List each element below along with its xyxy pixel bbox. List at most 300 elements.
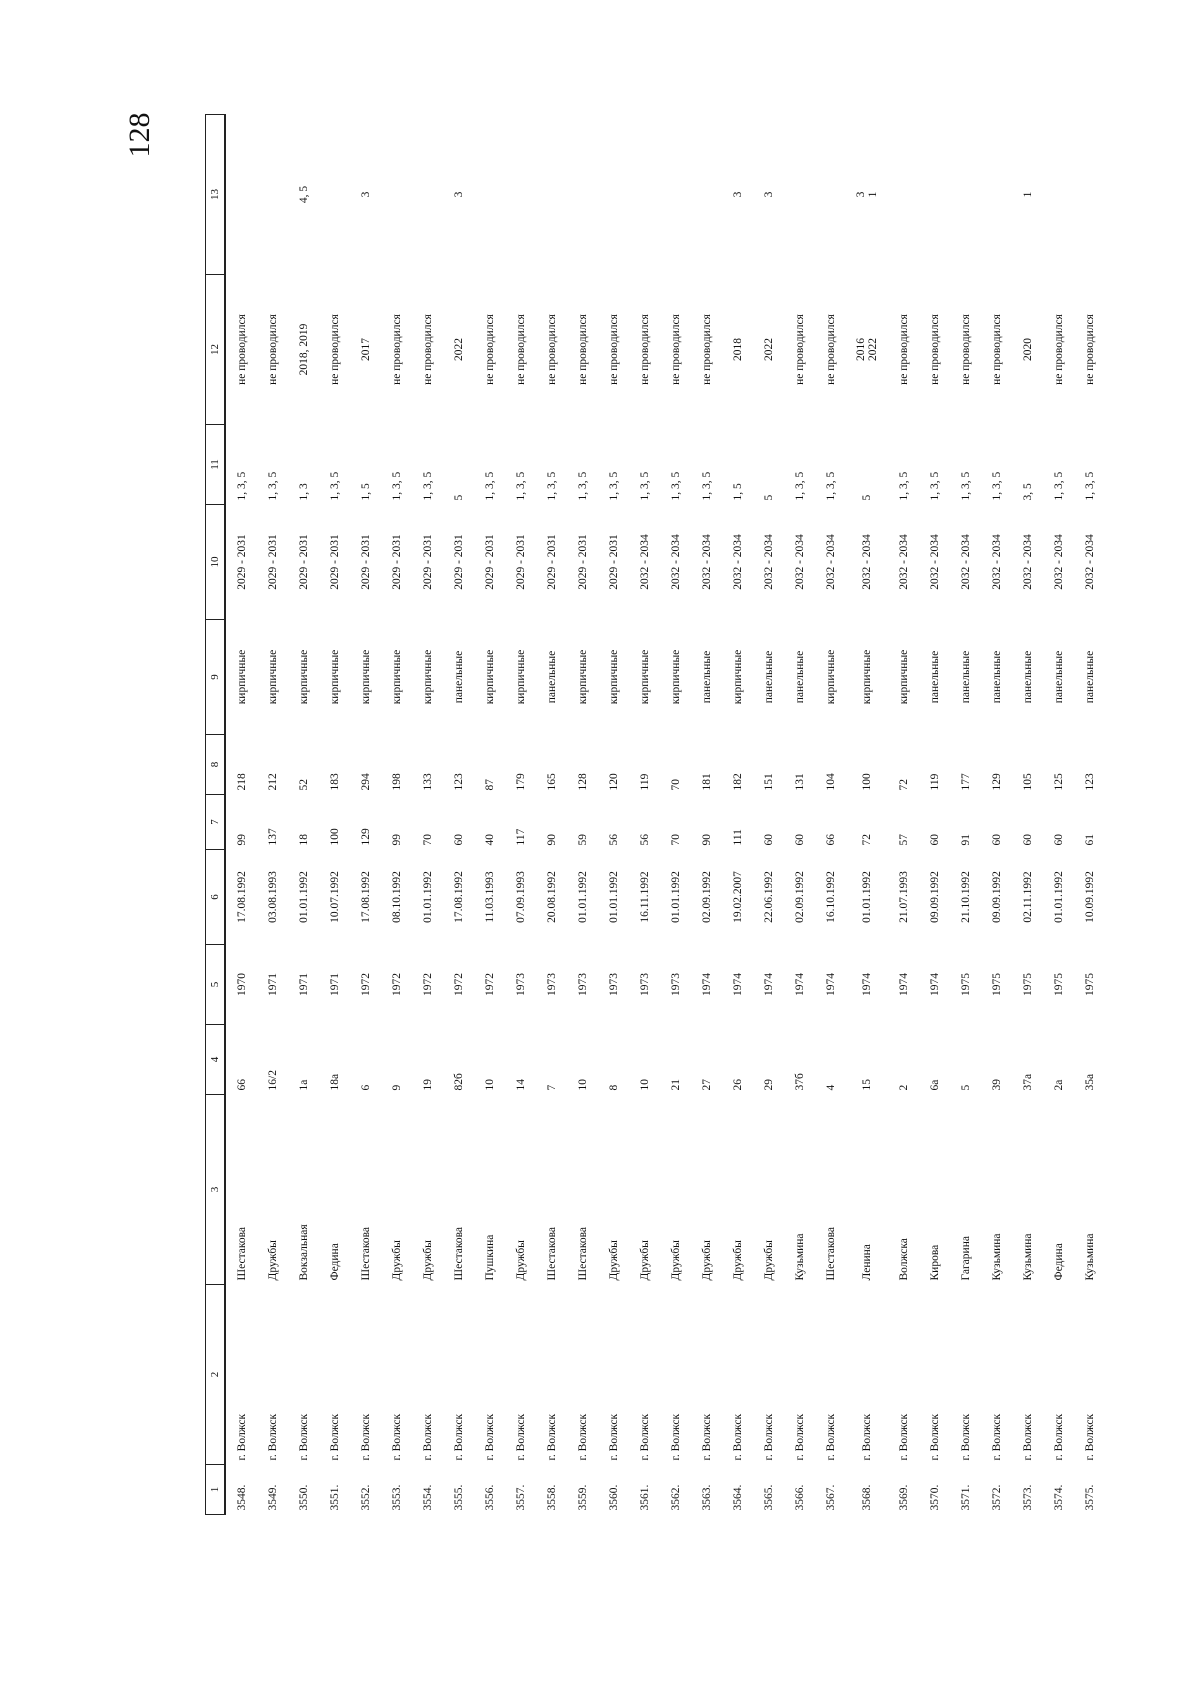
cell-row-number: 3561. <box>638 1484 651 1511</box>
table-row <box>381 115 412 1515</box>
table-row <box>950 115 981 1515</box>
cell-value-7: 40 <box>483 834 496 846</box>
cell-build-year: 1973 <box>669 973 682 996</box>
cell-city: г. Волжск <box>421 1413 434 1461</box>
cell-value-7: 70 <box>421 834 434 846</box>
cell-works: 1, 5 <box>359 483 372 501</box>
cell-build-year: 1974 <box>762 973 775 996</box>
cell-col-13 <box>950 115 981 275</box>
cell-value-8: 52 <box>297 779 310 791</box>
cell-period: 2032 - 2034 <box>928 534 941 590</box>
column-header: 7 <box>206 795 226 850</box>
cell-value-7: 56 <box>607 834 620 846</box>
cell-works: 5 <box>861 494 873 501</box>
cell-value-7: 61 <box>1083 834 1096 846</box>
cell-street: Кузьмина <box>1083 1233 1096 1281</box>
cell-col-13 <box>846 115 888 275</box>
table-row <box>846 115 888 1515</box>
cell-col-13 <box>257 115 288 275</box>
cell-value-8: 177 <box>959 773 972 791</box>
table-row <box>443 115 474 1515</box>
cell-row-number: 3559. <box>576 1484 589 1511</box>
cell-works: 1, 3, 5 <box>990 471 1003 501</box>
cell-city: г. Волжск <box>990 1413 1003 1461</box>
cell-last-repair: не проводился <box>928 314 941 385</box>
cell-street: Кузьмина <box>990 1233 1003 1281</box>
cell-last-repair: не проводился <box>545 314 558 385</box>
cell-row-number: 3553. <box>390 1484 403 1511</box>
rotated-table-frame <box>205 115 1200 1515</box>
cell-line: 3 <box>855 191 867 198</box>
cell-house-number: 18а <box>328 1073 341 1091</box>
cell-period: 2029 - 2031 <box>483 534 496 590</box>
cell-last-repair: 2022 <box>452 338 465 361</box>
cell-date: 20.08.1992 <box>545 871 558 923</box>
cell-col-13: 4, 5 <box>297 185 310 204</box>
cell-works: 5 <box>452 494 465 501</box>
cell-period: 2032 - 2034 <box>824 534 837 590</box>
cell-works: 1, 3, 5 <box>514 471 527 501</box>
cell-street: Дружбы <box>762 1240 775 1281</box>
cell-col-13 <box>629 115 660 275</box>
cell-last-repair: не проводился <box>700 314 713 385</box>
cell-street: Дружбы <box>638 1240 651 1281</box>
cell-build-year: 1970 <box>235 973 248 996</box>
cell-value-7: 66 <box>824 834 837 846</box>
column-number-header <box>206 115 226 1515</box>
cell-build-year: 1974 <box>700 973 713 996</box>
column-header: 9 <box>206 620 226 735</box>
cell-col-13 <box>567 115 598 275</box>
cell-street: Федина <box>328 1243 341 1281</box>
cell-wall-material: панельные <box>452 650 465 704</box>
table-row <box>412 115 443 1515</box>
column-header: 4 <box>206 1025 226 1095</box>
cell-street: Дружбы <box>421 1240 434 1281</box>
cell-house-number: 14 <box>514 1079 527 1091</box>
cell-value-8: 183 <box>328 773 341 791</box>
cell-last-repair: не проводился <box>990 314 1003 385</box>
cell-wall-material: кирпичные <box>297 649 310 705</box>
cell-period: 2032 - 2034 <box>762 534 775 590</box>
cell-row-number: 3563. <box>700 1484 713 1511</box>
column-header: 13 <box>206 115 226 275</box>
cell-city: г. Волжск <box>514 1413 527 1461</box>
cell-house-number: 29 <box>762 1079 775 1091</box>
cell-date: 01.01.1992 <box>297 871 310 923</box>
cell-city: г. Волжск <box>669 1413 682 1461</box>
cell-period: 2032 - 2034 <box>1083 534 1096 590</box>
cell-works: 1, 3, 5 <box>328 471 341 501</box>
cell-date: 09.09.1992 <box>990 871 1003 923</box>
cell-build-year: 1974 <box>861 973 873 996</box>
cell-last-repair: не проводился <box>328 314 341 385</box>
cell-city: г. Волжск <box>897 1413 910 1461</box>
cell-build-year: 1972 <box>452 973 465 996</box>
housing-register-table <box>205 114 1105 1515</box>
cell-date: 21.10.1992 <box>959 871 972 923</box>
cell-street: Шестакова <box>452 1226 465 1281</box>
table-row <box>319 115 350 1515</box>
cell-build-year: 1972 <box>421 973 434 996</box>
cell-works: 1, 3, 5 <box>1052 471 1065 501</box>
table-row <box>474 115 505 1515</box>
cell-value-8: 212 <box>266 773 279 791</box>
cell-last-repair: не проводился <box>607 314 620 385</box>
cell-build-year: 1973 <box>576 973 589 996</box>
cell-row-number: 3564. <box>731 1484 744 1511</box>
cell-house-number: 37а <box>1021 1073 1034 1091</box>
cell-period: 2032 - 2034 <box>990 534 1003 590</box>
cell-col-13 <box>919 115 950 275</box>
cell-city: г. Волжск <box>297 1413 310 1461</box>
table-row <box>1012 115 1043 1515</box>
cell-build-year: 1973 <box>545 973 558 996</box>
cell-last-repair: не проводился <box>669 314 682 385</box>
cell-period: 2032 - 2034 <box>1052 534 1065 590</box>
cell-wall-material: кирпичные <box>607 649 620 705</box>
cell-works: 1, 3, 5 <box>638 471 651 501</box>
cell-house-number: 8 <box>607 1084 620 1091</box>
cell-house-number: 37б <box>793 1073 806 1091</box>
table-row <box>1043 115 1074 1515</box>
cell-value-7: 72 <box>861 834 873 846</box>
cell-works: 1, 3, 5 <box>390 471 403 501</box>
cell-period: 2029 - 2031 <box>545 534 558 590</box>
cell-period: 2029 - 2031 <box>359 534 372 590</box>
cell-build-year: 1972 <box>483 973 496 996</box>
cell-col-13 <box>815 115 846 275</box>
cell-value-8: 72 <box>897 779 910 791</box>
table-row <box>598 115 629 1515</box>
table-row <box>981 115 1012 1515</box>
column-header: 11 <box>206 425 226 505</box>
cell-house-number: 16/2 <box>266 1070 279 1091</box>
cell-build-year: 1971 <box>328 973 341 996</box>
cell-wall-material: панельные <box>700 650 713 704</box>
cell-city: г. Волжск <box>359 1413 372 1461</box>
cell-works: 1, 3, 5 <box>959 471 972 501</box>
cell-works: 1, 3, 5 <box>1083 471 1096 501</box>
cell-last-repair <box>846 275 888 425</box>
cell-line: 2022 <box>867 338 879 361</box>
table-row <box>629 115 660 1515</box>
cell-last-repair: не проводился <box>793 314 806 385</box>
cell-last-repair: не проводился <box>897 314 910 385</box>
cell-works: 1, 5 <box>731 483 744 501</box>
cell-wall-material: панельные <box>793 650 806 704</box>
cell-value-8: 151 <box>762 773 775 791</box>
cell-line: 1 <box>867 191 879 198</box>
cell-value-7: 60 <box>1052 834 1065 846</box>
column-header: 8 <box>206 735 226 795</box>
cell-city: г. Волжск <box>483 1413 496 1461</box>
cell-wall-material: кирпичные <box>669 649 682 705</box>
cell-value-8: 125 <box>1052 773 1065 791</box>
cell-last-repair: не проводился <box>390 314 403 385</box>
cell-value-7: 90 <box>545 834 558 846</box>
cell-value-8: 87 <box>483 779 496 791</box>
cell-period: 2029 - 2031 <box>421 534 434 590</box>
cell-col-13 <box>691 115 722 275</box>
cell-row-number: 3560. <box>607 1484 620 1511</box>
cell-house-number: 1а <box>297 1079 310 1091</box>
table-row <box>536 115 567 1515</box>
cell-works: 1, 3, 5 <box>607 471 620 501</box>
cell-city: г. Волжск <box>793 1413 806 1461</box>
cell-col-13 <box>536 115 567 275</box>
cell-value-8: 218 <box>235 773 248 791</box>
cell-house-number: 6 <box>359 1084 372 1091</box>
table-row <box>225 115 257 1515</box>
cell-build-year: 1972 <box>390 973 403 996</box>
cell-street: Кирова <box>928 1244 941 1281</box>
cell-build-year: 1971 <box>266 973 279 996</box>
cell-works: 1, 3, 5 <box>266 471 279 501</box>
cell-value-7: 100 <box>328 828 341 846</box>
cell-city: г. Волжск <box>452 1413 465 1461</box>
cell-last-repair: 2022 <box>762 338 775 361</box>
cell-last-repair: не проводился <box>638 314 651 385</box>
cell-build-year: 1974 <box>731 973 744 996</box>
cell-value-7: 129 <box>359 828 372 846</box>
cell-house-number: 6а <box>928 1079 941 1091</box>
cell-col-13 <box>474 115 505 275</box>
cell-wall-material: кирпичные <box>390 649 403 705</box>
cell-wall-material: кирпичные <box>861 649 873 705</box>
cell-works: 1, 3, 5 <box>235 471 248 501</box>
cell-build-year: 1972 <box>359 973 372 996</box>
cell-row-number: 3574. <box>1052 1484 1065 1511</box>
cell-value-8: 70 <box>669 779 682 791</box>
cell-value-7: 99 <box>390 834 403 846</box>
cell-col-13: 3 <box>452 191 465 198</box>
cell-value-8: 179 <box>514 773 527 791</box>
cell-row-number: 3575. <box>1083 1484 1096 1511</box>
cell-date: 01.01.1992 <box>669 871 682 923</box>
cell-value-7: 117 <box>514 828 527 846</box>
cell-row-number: 3571. <box>959 1484 972 1511</box>
cell-house-number: 21 <box>669 1079 682 1091</box>
cell-period: 2029 - 2031 <box>607 534 620 590</box>
cell-date: 03.08.1993 <box>266 871 279 923</box>
cell-wall-material: кирпичные <box>638 649 651 705</box>
cell-value-8: 181 <box>700 773 713 791</box>
cell-col-13 <box>412 115 443 275</box>
table-row <box>691 115 722 1515</box>
cell-works: 5 <box>762 494 775 501</box>
cell-works: 1, 3, 5 <box>669 471 682 501</box>
cell-value-7: 59 <box>576 834 589 846</box>
cell-city: г. Волжск <box>959 1413 972 1461</box>
cell-street: Дружбы <box>700 1240 713 1281</box>
cell-date: 21.07.1993 <box>897 871 910 923</box>
column-header: 10 <box>206 505 226 620</box>
cell-value-8: 294 <box>359 773 372 791</box>
cell-row-number: 3569. <box>897 1484 910 1511</box>
cell-col-13 <box>225 115 257 275</box>
cell-last-repair: не проводился <box>1052 314 1065 385</box>
cell-house-number: 2а <box>1052 1079 1065 1091</box>
cell-works: 3, 5 <box>1021 483 1034 501</box>
cell-house-number: 10 <box>483 1079 496 1091</box>
cell-build-year: 1974 <box>824 973 837 996</box>
cell-street: Гагарина <box>959 1236 972 1281</box>
cell-row-number: 3570. <box>928 1484 941 1511</box>
cell-value-8: 105 <box>1021 773 1034 791</box>
cell-period: 2029 - 2031 <box>452 534 465 590</box>
cell-date: 16.10.1992 <box>824 871 837 923</box>
table-row <box>784 115 815 1515</box>
cell-build-year: 1971 <box>297 973 310 996</box>
cell-date: 17.08.1992 <box>235 871 248 923</box>
cell-build-year: 1973 <box>607 973 620 996</box>
cell-build-year: 1975 <box>1083 973 1096 996</box>
cell-row-number: 3554. <box>421 1484 434 1511</box>
cell-value-7: 99 <box>235 834 248 846</box>
cell-street: Ленина <box>861 1244 873 1281</box>
cell-wall-material: кирпичные <box>328 649 341 705</box>
cell-house-number: 7 <box>545 1084 558 1091</box>
cell-city: г. Волжск <box>928 1413 941 1461</box>
cell-house-number: 19 <box>421 1079 434 1091</box>
cell-col-13 <box>784 115 815 275</box>
cell-city: г. Волжск <box>576 1413 589 1461</box>
column-header: 6 <box>206 850 226 945</box>
cell-value-8: 120 <box>607 773 620 791</box>
cell-street: Федина <box>1052 1243 1065 1281</box>
cell-value-7: 137 <box>266 828 279 846</box>
cell-row-number: 3548. <box>235 1484 248 1511</box>
cell-last-repair: 2018, 2019 <box>297 323 310 376</box>
cell-col-13 <box>1074 115 1105 275</box>
cell-value-7: 60 <box>452 834 465 846</box>
cell-build-year: 1974 <box>928 973 941 996</box>
cell-build-year: 1975 <box>1052 973 1065 996</box>
cell-value-8: 182 <box>731 773 744 791</box>
cell-col-13: 3 <box>359 191 372 198</box>
cell-wall-material: кирпичные <box>421 649 434 705</box>
cell-row-number: 3565. <box>762 1484 775 1511</box>
cell-value-7: 60 <box>793 834 806 846</box>
cell-value-7: 18 <box>297 834 310 846</box>
cell-street: Дружбы <box>731 1240 744 1281</box>
cell-date: 16.11.1992 <box>638 871 651 923</box>
cell-col-13 <box>660 115 691 275</box>
cell-house-number: 35а <box>1083 1073 1096 1091</box>
cell-city: г. Волжск <box>1021 1413 1034 1461</box>
cell-build-year: 1975 <box>1021 973 1034 996</box>
cell-line: 2016 <box>855 338 867 361</box>
cell-date: 09.09.1992 <box>928 871 941 923</box>
cell-wall-material: панельные <box>928 650 941 704</box>
table-row <box>919 115 950 1515</box>
cell-street: Пушкина <box>483 1234 496 1281</box>
cell-build-year: 1975 <box>990 973 1003 996</box>
cell-street: Шестакова <box>824 1226 837 1281</box>
cell-period: 2029 - 2031 <box>235 534 248 590</box>
cell-last-repair: не проводился <box>266 314 279 385</box>
cell-value-8: 165 <box>545 773 558 791</box>
cell-row-number: 3568. <box>861 1484 873 1511</box>
cell-date: 02.11.1992 <box>1021 871 1034 923</box>
table-row <box>722 115 753 1515</box>
cell-city: г. Волжск <box>545 1413 558 1461</box>
cell-date: 22.06.1992 <box>762 871 775 923</box>
cell-value-7: 111 <box>731 829 744 846</box>
cell-row-number: 3551. <box>328 1484 341 1511</box>
cell-period: 2029 - 2031 <box>297 534 310 590</box>
cell-build-year: 1973 <box>514 973 527 996</box>
cell-house-number: 39 <box>990 1079 1003 1091</box>
cell-date: 11.03.1993 <box>483 871 496 923</box>
cell-city: г. Волжск <box>235 1413 248 1461</box>
cell-date: 01.01.1992 <box>861 871 873 923</box>
cell-col-13 <box>981 115 1012 275</box>
cell-value-7: 70 <box>669 834 682 846</box>
table-container <box>205 115 1200 1515</box>
cell-date: 01.01.1992 <box>1052 871 1065 923</box>
cell-period: 2032 - 2034 <box>793 534 806 590</box>
cell-col-13: 3 <box>731 191 744 198</box>
cell-last-repair: 2017 <box>359 338 372 361</box>
cell-row-number: 3550. <box>297 1484 310 1511</box>
cell-wall-material: кирпичные <box>824 649 837 705</box>
cell-house-number: 2 <box>897 1084 910 1091</box>
table-row <box>350 115 381 1515</box>
cell-build-year: 1973 <box>638 973 651 996</box>
cell-col-13 <box>598 115 629 275</box>
cell-value-7: 60 <box>1021 834 1034 846</box>
cell-works: 1, 3, 5 <box>824 471 837 501</box>
cell-wall-material: кирпичные <box>897 649 910 705</box>
cell-wall-material: панельные <box>762 650 775 704</box>
cell-last-repair: не проводился <box>483 314 496 385</box>
cell-date: 10.07.1992 <box>328 871 341 923</box>
cell-col-13: 1 <box>1021 191 1034 198</box>
column-header: 12 <box>206 275 226 425</box>
cell-city: г. Волжск <box>762 1413 775 1461</box>
cell-row-number: 3557. <box>514 1484 527 1511</box>
cell-street: Дружбы <box>390 1240 403 1281</box>
cell-last-repair: не проводился <box>421 314 434 385</box>
cell-works: 1, 3 <box>297 483 310 501</box>
cell-period: 2029 - 2031 <box>390 534 403 590</box>
cell-period: 2032 - 2034 <box>897 534 910 590</box>
cell-last-repair: не проводился <box>514 314 527 385</box>
cell-value-8: 119 <box>638 773 651 791</box>
table-row <box>288 115 319 1515</box>
cell-value-8: 100 <box>861 773 873 791</box>
cell-col-13 <box>381 115 412 275</box>
cell-works: 1, 3, 5 <box>576 471 589 501</box>
cell-period: 2029 - 2031 <box>266 534 279 590</box>
column-header: 1 <box>206 1465 226 1515</box>
cell-value-8: 198 <box>390 773 403 791</box>
cell-wall-material: панельные <box>1052 650 1065 704</box>
cell-wall-material: панельные <box>990 650 1003 704</box>
cell-value-7: 60 <box>990 834 1003 846</box>
cell-build-year: 1975 <box>959 973 972 996</box>
cell-date: 10.09.1992 <box>1083 871 1096 923</box>
cell-build-year: 1974 <box>793 973 806 996</box>
cell-row-number: 3549. <box>266 1484 279 1511</box>
cell-period: 2032 - 2034 <box>731 534 744 590</box>
cell-city: г. Волжск <box>824 1413 837 1461</box>
cell-date: 07.09.1993 <box>514 871 527 923</box>
cell-value-8: 133 <box>421 773 434 791</box>
table-body <box>225 115 1105 1515</box>
